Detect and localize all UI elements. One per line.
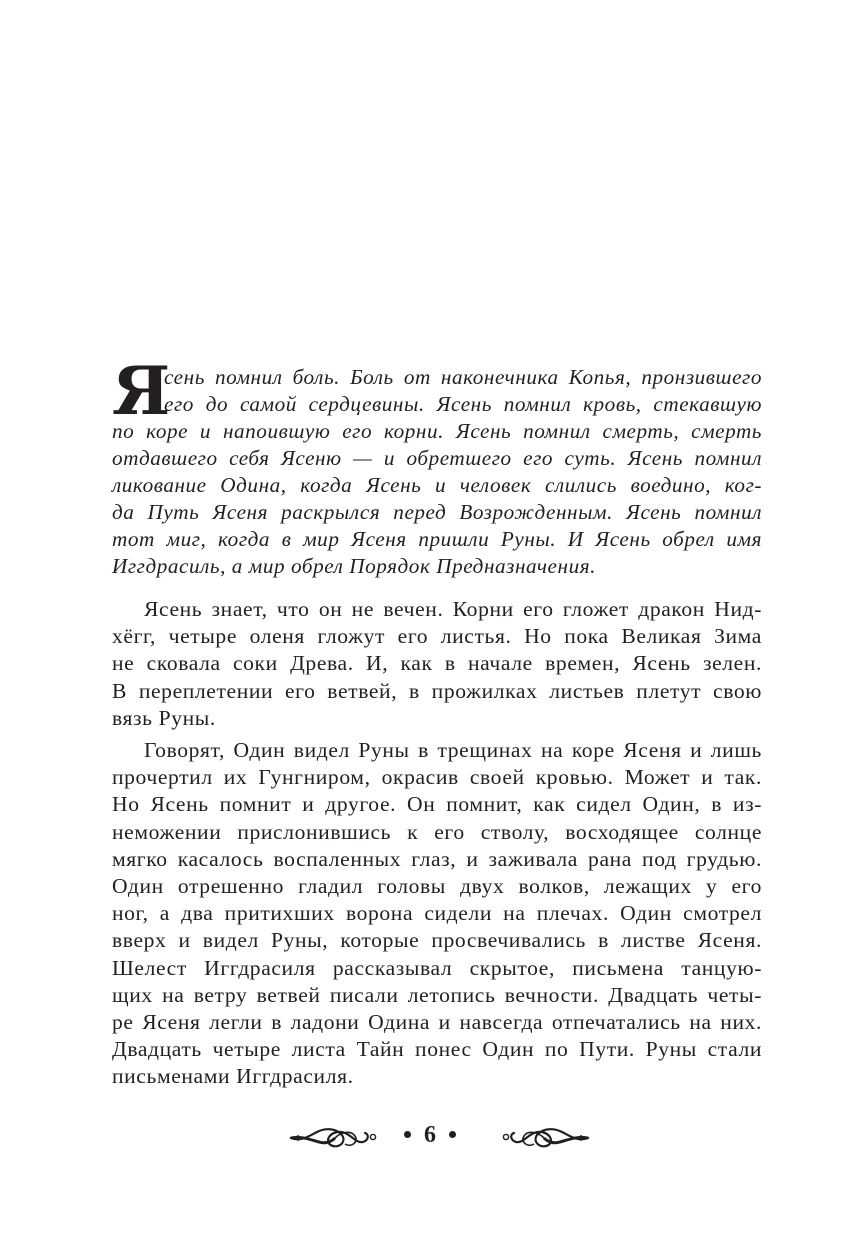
paragraph-2-line: Говорят, Один видел Руны в трещинах на коре Ясеня и лишь <box>144 738 762 763</box>
epigraph-line: ликование Одина, когда Ясень и человек слились воедино, ког- <box>112 473 762 497</box>
paragraph-2-line: Но Ясень помнит и другое. Он помнит, как сидел Один, в из- <box>112 792 762 817</box>
bullet-dot-icon <box>449 1131 456 1138</box>
page-number-block <box>380 1120 480 1150</box>
paragraph-2-line: Один отрешенно гладил головы двух волков, лежащих у его <box>112 874 762 899</box>
italic-epigraph <box>112 352 762 580</box>
epigraph-line: по коре и напоившую его корни. Ясень помнил смерть, смерть <box>112 419 762 443</box>
epigraph-line: сень помнил боль. Боль от наконечника Копья, пронзившего <box>164 365 762 389</box>
paragraph-2-line: Двадцать четыре листа Тайн понес Один по Пути. Руны стали <box>112 1037 762 1062</box>
paragraph-2-line: ре Ясеня легли в ладони Одина и навсегда отпечатались на них. <box>112 1010 762 1035</box>
paragraph-2-line: прочертил их Гунгниром, окрасив своей кровью. Может и так. <box>112 765 762 790</box>
paragraph-2-line: вверх и видел Руны, которые просвечивались в листве Ясеня. <box>112 928 762 953</box>
body-text <box>112 596 762 1091</box>
paragraph-2-line: ног, а два притихших ворона сидели на плечах. Один смотрел <box>112 901 762 926</box>
epigraph-line: Иггдрасиль, а мир обрел Порядок Предназначения. <box>112 554 596 578</box>
paragraph-1-line: Ясень знает, что он не вечен. Корни его гложет дракон Нид- <box>144 597 762 621</box>
epigraph-line: да Путь Ясеня раскрылся перед Возрожденным. Ясень помнил <box>112 500 762 524</box>
paragraph-1-line: В переплетении его ветвей, в прожилках листьев плетут свою <box>112 678 762 703</box>
epigraph-line: тот миг, когда в мир Ясеня пришли Руны. И Ясень обрел имя <box>112 527 762 551</box>
bullet-dot-icon <box>404 1131 411 1138</box>
paragraph-2-line: письменами Иггдрасиля. <box>112 1064 354 1089</box>
paragraph-1-line: не сковала соки Древа. И, как в начале времен, Ясень зелен. <box>112 651 762 676</box>
epigraph-line: его до самой сердцевины. Ясень помнил кровь, стекавшую <box>164 392 762 416</box>
paragraph-2-line: мягко касалось воспаленных глаз, и заживала рана под грудью. <box>112 846 762 871</box>
flourish-ornament-left-icon <box>289 1122 385 1152</box>
flourish-ornament-right-icon <box>494 1122 590 1152</box>
paragraph-2-line: Шелест Иггдрасиля рассказывал скрытое, письмена танцую- <box>112 955 762 980</box>
paragraph-1-line: хёгг, четыре оленя гложут его листья. Но пока Великая Зима <box>112 624 762 649</box>
paragraph-2-line: неможении прислонившись к его стволу, восходящее солнце <box>112 819 762 844</box>
page-footer <box>0 1118 845 1158</box>
paragraph-1-line: вязь Руны. <box>112 705 216 730</box>
page-number: 6 <box>424 1122 436 1148</box>
drop-cap: Я <box>112 352 171 430</box>
paragraph-2-line: щих на ветру ветвей писали летопись вечности. Двадцать четы- <box>112 982 762 1007</box>
epigraph-line: отдавшего себя Ясеню — и обретшего его суть. Ясень помнил <box>112 446 762 470</box>
